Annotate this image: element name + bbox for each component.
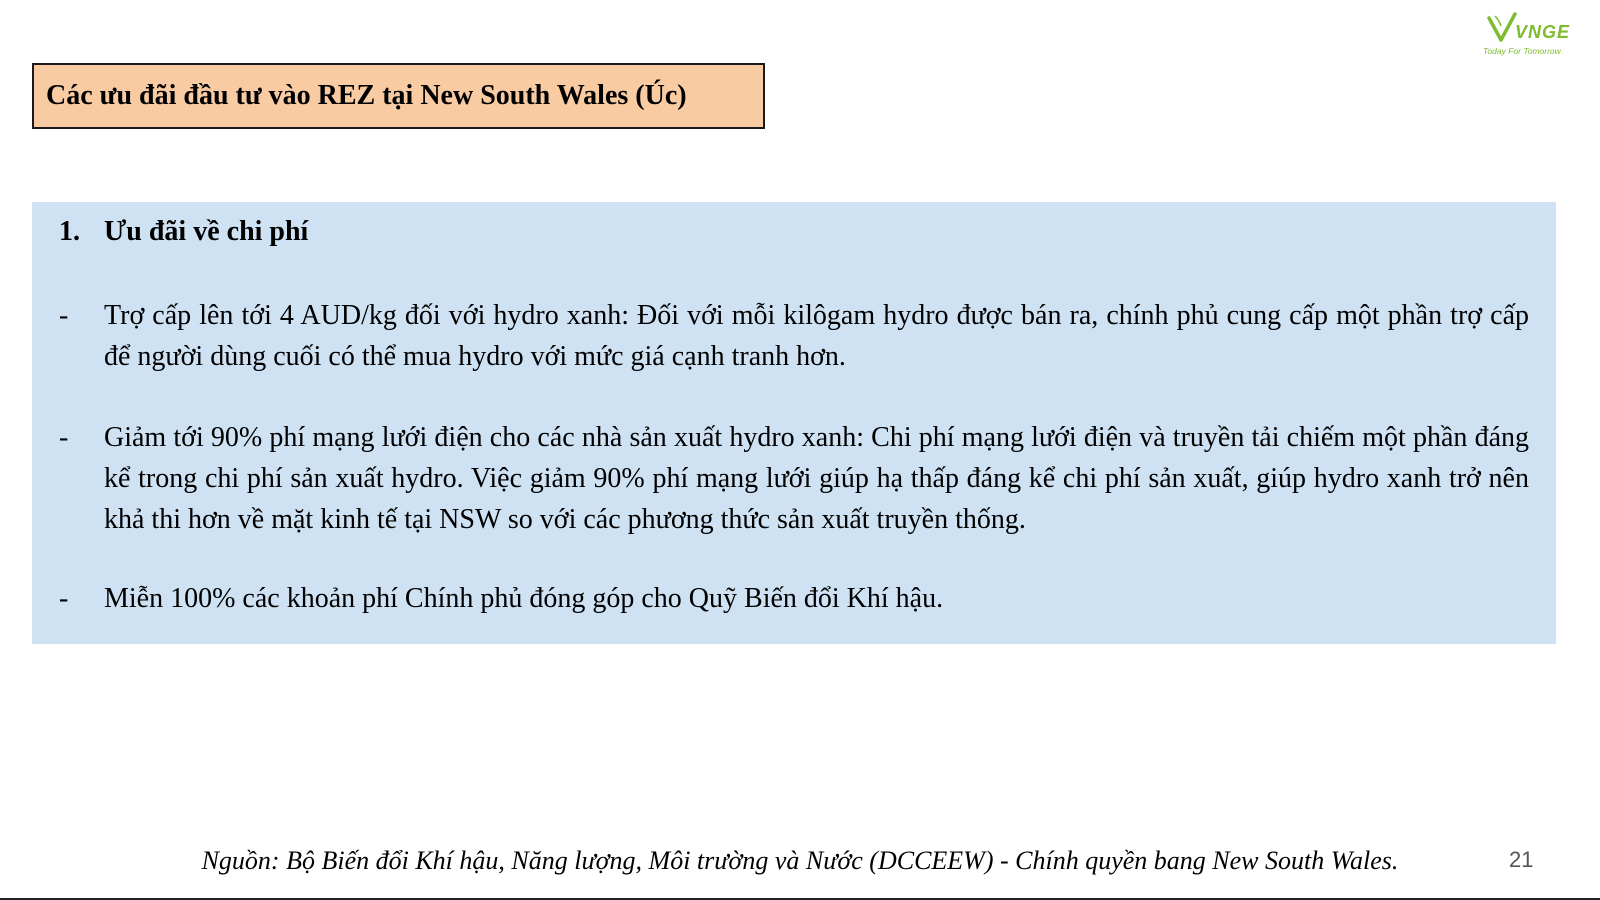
slide-title: Các ưu đãi đầu tư vào REZ tại New South Wales (Úc) — [46, 80, 687, 111]
bullet-dash: - — [59, 583, 69, 614]
page-number: 21 — [1509, 847, 1534, 872]
bullet-dash: - — [59, 422, 69, 453]
source-citation: Nguồn: Bộ Biến đổi Khí hậu, Năng lượng, Môi trường và Nước (DCCEEW) - Chính quyền bang New South Wales. — [201, 846, 1399, 875]
list-item — [59, 578, 1529, 619]
section-number: 1. — [59, 216, 80, 247]
section-title: Ưu đãi về chi phí — [104, 216, 309, 247]
vnge-logo — [1483, 10, 1595, 60]
list-item-text: Trợ cấp lên tới 4 AUD/kg đối với hydro xanh: Đối với mỗi kilôgam hydro được bán ra, chính phủ cung cấp một phần trợ cấp để người dùng cuối có thể mua hydro với mức giá cạnh tranh hơn. — [104, 300, 1529, 372]
list-item-text: Miễn 100% các khoản phí Chính phủ đóng góp cho Quỹ Biến đổi Khí hậu. — [104, 583, 944, 614]
list-item — [59, 417, 1529, 540]
list-item-text: Giảm tới 90% phí mạng lưới điện cho các nhà sản xuất hydro xanh: Chi phí mạng lưới điện và truyền tải chiếm một phần đáng kể trong chi phí sản xuất hydro. Việc giảm 90% phí mạng lưới giúp hạ thấp đáng kể chi phí sản xuất, giúp hydro xanh trở nên khả thi hơn về mặt kinh tế tại NSW so với các phương thức sản xuất truyền thống. — [104, 422, 1529, 535]
logo-tagline: Today For Tomorrow — [1483, 46, 1561, 56]
content-panel — [32, 202, 1556, 644]
section-heading — [59, 216, 308, 248]
list-item — [59, 295, 1529, 377]
bullet-dash: - — [59, 300, 69, 331]
logo-brand-text: VNGE — [1515, 22, 1571, 42]
slide-title-box — [32, 63, 765, 129]
